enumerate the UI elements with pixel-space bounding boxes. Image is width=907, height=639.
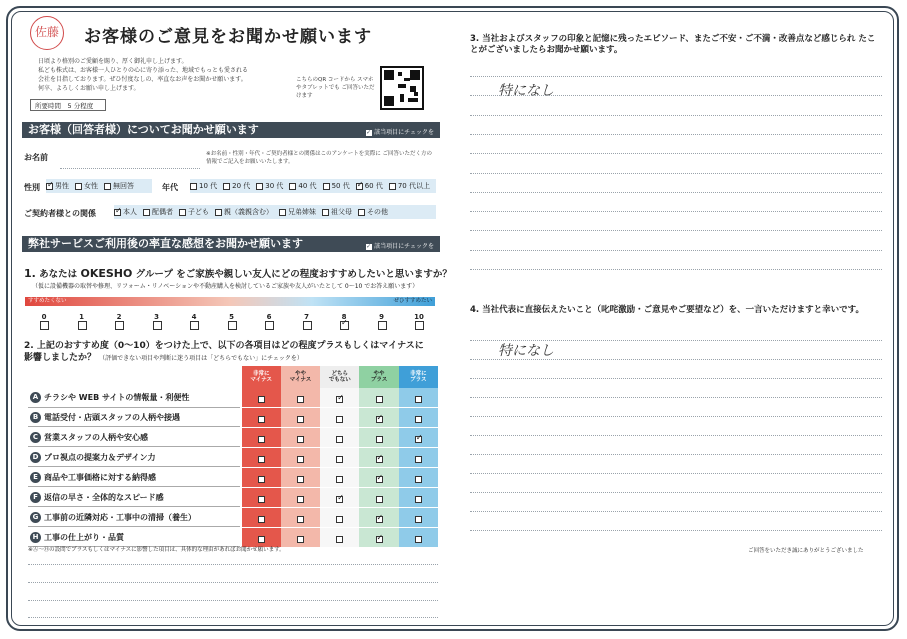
relation-option-sibling[interactable]: 兄弟姉妹 — [279, 207, 316, 217]
scale-checkbox[interactable] — [265, 321, 274, 330]
gender-option-female[interactable]: 女性 — [75, 181, 98, 191]
relation-option-self[interactable]: ✓ 本人 — [114, 207, 137, 217]
scale-checkbox[interactable] — [115, 321, 124, 330]
answer-line[interactable] — [470, 492, 882, 493]
q4-answer: 特になし — [498, 343, 554, 359]
rating-checkbox[interactable] — [297, 416, 304, 423]
row-letter-icon: F — [30, 492, 41, 503]
gender-option-none[interactable]: 無回答 — [104, 181, 134, 191]
rating-checkbox[interactable] — [258, 416, 265, 423]
scale-checkbox[interactable] — [415, 321, 424, 330]
row-letter-icon: E — [30, 472, 41, 483]
answer-line[interactable] — [470, 454, 882, 455]
rating-checkbox[interactable] — [336, 536, 343, 543]
q2-question: 2. 上記のおすすめ度（0～10）をつけた上で、以下の各項目はどの程度プラスもしくはマイナスに 影響しましたか？ （評価できない項目や判断に迷う項目は「どちらでもない」にチェックを） — [24, 341, 424, 363]
relation-option-spouse[interactable]: 配偶者 — [143, 207, 173, 217]
age-option-50[interactable]: 50 代 — [323, 181, 350, 191]
scale-checkbox[interactable] — [190, 321, 199, 330]
rating-checkbox[interactable] — [258, 456, 265, 463]
header-slightly-positive: やや プラス — [359, 366, 398, 388]
answer-line[interactable] — [470, 230, 882, 231]
row-label: 工事前の近隣対応・工事中の清掃（養生） — [44, 512, 196, 522]
answer-line[interactable] — [470, 95, 882, 96]
answer-line[interactable] — [470, 397, 882, 398]
rating-checkbox[interactable] — [258, 396, 265, 403]
influence-table — [28, 366, 438, 548]
rating-checkbox[interactable] — [376, 476, 383, 483]
q3-answer: 特になし — [498, 83, 554, 99]
rating-checkbox[interactable] — [336, 396, 343, 403]
header-very-negative: 非常に マイナス — [242, 366, 281, 388]
relation-option-child[interactable]: 子ども — [179, 207, 209, 217]
rating-checkbox[interactable] — [376, 436, 383, 443]
section2-header: 弊社サービスご利用後の率直な感想をお聞かせ願います ✓ 該当項目にチェックを — [22, 236, 440, 252]
answer-line[interactable] — [470, 250, 882, 251]
rating-checkbox[interactable] — [376, 416, 383, 423]
recommend-scale: すすめたくない ぜひすすめたい — [25, 297, 435, 306]
rating-checkbox[interactable] — [258, 516, 265, 523]
rating-checkbox[interactable] — [258, 436, 265, 443]
answer-line[interactable] — [470, 153, 882, 154]
table-row — [28, 488, 438, 508]
answer-line[interactable] — [470, 134, 882, 135]
reason-line-1[interactable] — [28, 564, 438, 565]
rating-checkbox[interactable] — [297, 456, 304, 463]
gender-options — [46, 179, 152, 193]
reason-line-2[interactable] — [28, 582, 438, 583]
row-letter-icon: A — [30, 392, 41, 403]
age-option-40[interactable]: 40 代 — [289, 181, 316, 191]
rating-checkbox[interactable] — [336, 456, 343, 463]
rating-checkbox[interactable] — [415, 496, 422, 503]
gender-option-male[interactable]: ✓ 男性 — [46, 181, 69, 191]
age-option-30[interactable]: 30 代 — [256, 181, 283, 191]
rating-checkbox[interactable] — [297, 536, 304, 543]
header-neutral: どちら でもない — [320, 366, 359, 388]
row-letter-icon: D — [30, 452, 41, 463]
rating-checkbox[interactable] — [415, 416, 422, 423]
row-label: プロ視点の提案力＆デザイン力 — [44, 452, 156, 462]
q3-question: 3. 当社およびスタッフの印象と記憶に残ったエピソード、またご不安・ご不満・改善点など感じられ たことがございましたらお聞かせ願います。 — [470, 34, 876, 55]
rating-checkbox[interactable] — [376, 516, 383, 523]
rating-checkbox[interactable] — [376, 496, 383, 503]
scale-number: 10 — [414, 313, 424, 321]
rating-checkbox[interactable] — [415, 536, 422, 543]
rating-checkbox[interactable] — [297, 496, 304, 503]
row-label: 商品や工事価格に対する納得感 — [44, 472, 156, 482]
scale-number: 5 — [229, 313, 234, 321]
q1-question: 1. あなたは OKESHO グループ をご家族や親しい友人にどの程度おすすめしたいと思いますか？ — [24, 267, 452, 280]
rating-checkbox[interactable] — [376, 456, 383, 463]
reason-line-3[interactable] — [28, 600, 438, 601]
row-label: 営業スタッフの人柄や安心感 — [44, 432, 148, 442]
answer-line[interactable] — [470, 435, 882, 436]
row-letter-icon: B — [30, 412, 41, 423]
qr-code-icon[interactable] — [380, 66, 424, 110]
q4-question: 4. 当社代表に直接伝えたいこと（叱咤激励・ご意見やご要望など）を、一言いただけますと幸いです。 — [470, 305, 864, 315]
table-row — [28, 388, 438, 408]
age-label: 年代 — [162, 183, 178, 192]
relation-label: ご契約者様との関係 — [24, 209, 96, 218]
rating-checkbox[interactable] — [297, 396, 304, 403]
scale-number: 0 — [41, 313, 47, 321]
answer-line[interactable] — [470, 359, 882, 360]
header-slightly-negative: やや マイナス — [281, 366, 320, 388]
answer-line[interactable] — [470, 269, 882, 270]
rating-checkbox[interactable] — [258, 536, 265, 543]
name-line[interactable] — [60, 168, 200, 169]
scale-checkbox[interactable] — [153, 321, 162, 330]
answer-line[interactable] — [470, 530, 882, 531]
intro-text: 日頃より格別のご愛顧を賜り、厚く御礼申し上げます。 私ども株式は、お客様一人ひとりの心に寄り添った、地域でもっとも愛される 会社を目指しております。ぜひ忖度なしの、率直なお声をお聞かせ願います。 何卒、よろしくお願い申し上げます。 — [38, 58, 249, 92]
answer-line[interactable] — [470, 76, 882, 77]
scale-number: 8 — [341, 313, 347, 321]
relation-option-parent[interactable]: 親（義親含む） — [215, 207, 273, 217]
row-letter-icon: G — [30, 512, 41, 523]
answer-line[interactable] — [470, 511, 882, 512]
scale-number: 4 — [191, 313, 197, 321]
reason-line-4[interactable] — [28, 617, 438, 618]
rating-checkbox[interactable] — [415, 436, 422, 443]
q1-subtext: （仮に設備機器の取替や修理、リフォーム・リノベーションや不動産購入を検討しているご家族や友人がいたとして 0～10 でお答え願います） — [32, 283, 419, 290]
answer-line[interactable] — [470, 211, 882, 212]
answer-line[interactable] — [470, 416, 882, 417]
header-very-positive: 非常に プラス — [399, 366, 438, 388]
relation-option-other[interactable]: その他 — [358, 207, 388, 217]
rating-checkbox[interactable] — [415, 396, 422, 403]
answer-line[interactable] — [470, 378, 882, 379]
scale-number: 6 — [266, 313, 272, 321]
row-label: 工事の仕上がり・品質 — [44, 532, 124, 542]
row-label: 電話受付・店頭スタッフの人柄や接遇 — [44, 412, 180, 422]
age-option-60[interactable]: ✓ 60 代 — [356, 181, 383, 191]
answer-line[interactable] — [470, 192, 882, 193]
answer-line[interactable] — [470, 115, 882, 116]
rating-checkbox[interactable] — [336, 476, 343, 483]
rating-checkbox[interactable] — [297, 436, 304, 443]
table-row — [28, 448, 438, 468]
scale-number: 7 — [304, 313, 309, 321]
row-label: チラシや WEB サイトの情報量・利便性 — [44, 392, 190, 402]
qr-caption: こちらのQR コードから スマホやタブレットでも ご回答いただけます — [296, 77, 375, 99]
rating-checkbox[interactable] — [297, 516, 304, 523]
answer-line[interactable] — [470, 340, 882, 341]
rating-checkbox[interactable] — [415, 476, 422, 483]
rating-checkbox[interactable] — [336, 516, 343, 523]
relation-options — [114, 205, 436, 219]
name-label: お名前 — [24, 153, 48, 162]
section1-header: お客様（回答者様）についてお聞かせ願います ✓ 該当項目にチェックを — [22, 122, 440, 138]
scale-checkbox[interactable] — [78, 321, 87, 330]
table-row — [28, 508, 438, 528]
age-option-20[interactable]: 20 代 — [223, 181, 250, 191]
scale-number: 1 — [79, 313, 84, 321]
scale-checkbox[interactable] — [303, 321, 312, 330]
rating-checkbox[interactable] — [336, 496, 343, 503]
rating-checkbox[interactable] — [258, 496, 265, 503]
relation-option-grandparent[interactable]: 祖父母 — [322, 207, 352, 217]
table-row — [28, 408, 438, 428]
scale-number: 2 — [116, 313, 122, 321]
q2-footnote: ※Ⓐ～Ⓗの設問でプラスもしくはマイナスに影響した項目は、具体的な理由があればお聞かせ願います。 — [28, 547, 285, 553]
table-row — [28, 428, 438, 448]
rating-checkbox[interactable] — [415, 516, 422, 523]
age-options — [190, 179, 436, 193]
page-title: お客様のご意見をお聞かせ願います — [84, 27, 372, 47]
age-option-70plus[interactable]: 70 代以上 — [389, 181, 430, 191]
seal-stamp: 佐藤 — [30, 16, 64, 50]
scale-checkbox[interactable] — [228, 321, 237, 330]
name-note: ※お名前・性別・年代・ご契約者様との関係はこのアンケートを実際に ご回答いただく方の情報でご記入をお願いいたします。 — [206, 151, 433, 165]
scale-number: 9 — [379, 313, 384, 321]
rating-checkbox[interactable] — [376, 536, 383, 543]
answer-line[interactable] — [470, 173, 882, 174]
rating-checkbox[interactable] — [415, 456, 422, 463]
time-required: 所要時間 5 分程度 — [30, 99, 106, 111]
rating-checkbox[interactable] — [376, 396, 383, 403]
age-option-10[interactable]: 10 代 — [190, 181, 217, 191]
row-letter-icon: C — [30, 432, 41, 443]
thanks-note: ご回答をいただき誠にありがとうございました — [748, 548, 864, 554]
rating-checkbox[interactable] — [258, 476, 265, 483]
scale-checkbox[interactable] — [340, 321, 349, 330]
scale-number: 3 — [154, 313, 159, 321]
scale-checkbox[interactable] — [40, 321, 49, 330]
row-letter-icon: H — [30, 532, 41, 543]
rating-checkbox[interactable] — [336, 416, 343, 423]
rating-checkbox[interactable] — [297, 476, 304, 483]
row-label: 返信の早さ・全体的なスピード感 — [44, 492, 164, 502]
table-row — [28, 468, 438, 488]
gender-label: 性別 — [24, 183, 40, 192]
scale-checkbox[interactable] — [378, 321, 387, 330]
answer-line[interactable] — [470, 473, 882, 474]
rating-checkbox[interactable] — [336, 436, 343, 443]
